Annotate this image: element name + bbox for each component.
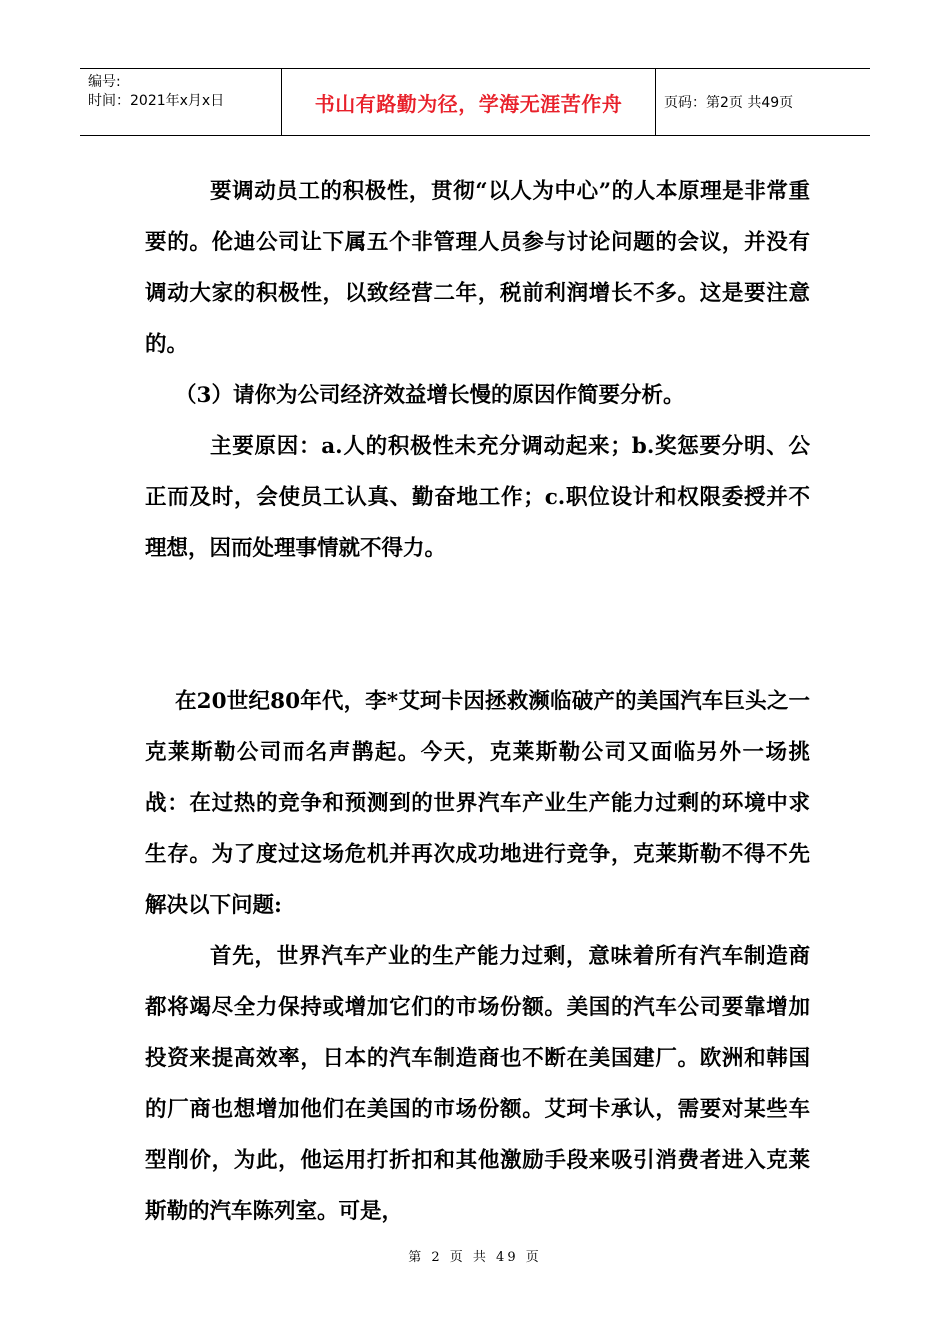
section-gap [145, 574, 810, 676]
header-meta-cell [80, 69, 282, 135]
answer-paragraph: 主要原因：a.人的积极性未充分调动起来；b.奖惩要分明、公正而及时，会使员工认真、勤奋地工作；c.职位设计和权限委授并不理想，因而处理事情就不得力。 [145, 434, 810, 561]
document-header [80, 68, 870, 136]
question-paragraph: （3）请你为公司经济效益增长慢的原因作简要分析。 [175, 383, 685, 408]
document-time-label: 时间：2021年x月x日 [88, 93, 225, 109]
document-number-label: 编号: [88, 74, 121, 90]
case-paragraph: 在20世纪80年代，李*艾珂卡因拯救濒临破产的美国汽车巨头之一克莱斯勒公司而名声鹊起。今天，克莱斯勒公司又面临另外一场挑战：在过热的竞争和预测到的世界汽车产业生产能力过剩的环境中求生存。为了度过这场危机并再次成功地进行竞争，克莱斯勒不得不先解决以下问题: [145, 689, 810, 918]
case-paragraph-2: 首先，世界汽车产业的生产能力过剩，意味着所有汽车制造商都将竭尽全力保持或增加它们的市场份额。美国的汽车公司要靠增加投资来提高效率，日本的汽车制造商也不断在美国建厂。欧洲和韩国的厂商也想增加他们在美国的市场份额。艾珂卡承认，需要对某些车型削价，为此，他运用打折扣和其他激励手段来吸引消费者进入克莱斯勒的汽车陈列室。可是， [145, 944, 810, 1224]
document-body [145, 166, 810, 1237]
page-footer: 第 2 页 共 49 页 [408, 1250, 542, 1265]
header-motto: 书山有路勤为径，学海无涯苦作舟 [282, 69, 656, 135]
body-paragraph: 要调动员工的积极性，贯彻“以人为中心”的人本原理是非常重要的。伦迪公司让下属五个非管理人员参与讨论问题的会议，并没有调动大家的积极性，以致经营二年，税前利润增长不多。这是要注意的。 [145, 179, 810, 357]
header-page-info: 页码：第2页 共49页 [664, 95, 794, 111]
